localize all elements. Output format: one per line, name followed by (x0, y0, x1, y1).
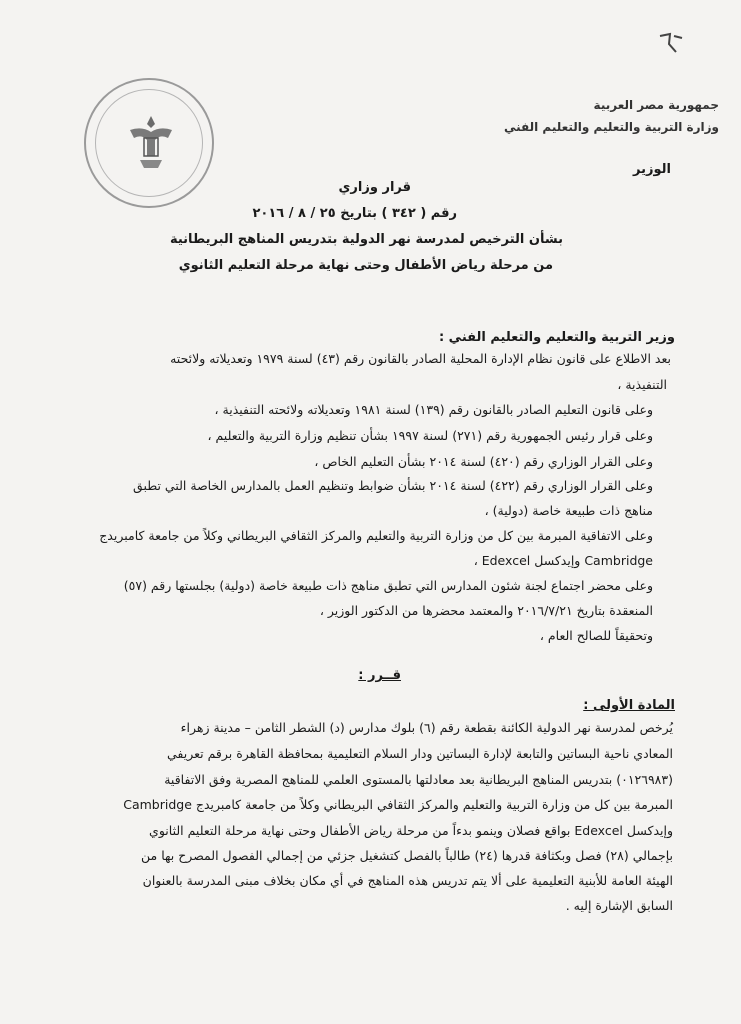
preamble-line: وعلى القرار الوزاري رقم (٤٢٠) لسنة ٢٠١٤ بشأن التعليم الخاص ، (314, 454, 653, 469)
eagle-emblem-icon (122, 112, 180, 174)
preamble-line: Cambridge وإيدكسل Edexcel ، (473, 553, 653, 568)
article-1-line: (٠١٢٦٩٨٣) بتدريس المناهج البريطانية بعد معادلتها بالمستوى العلمي للمناهج المصرية وفق الاتفاقية (164, 772, 673, 787)
preamble-line: بعد الاطلاع على قانون نظام الإدارة المحلية الصادر بالقانون رقم (٤٣) لسنة ١٩٧٩ وتعديلاته ولائحته (170, 351, 671, 366)
office-title: الوزير (633, 162, 671, 177)
article-1-line: وإيدكسل Edexcel بواقع فصلان وينمو بدءاً من مرحلة رياض الأطفال وحتى نهاية مرحلة التعليم الثانوي (149, 823, 673, 838)
article-1-line: بإجمالي (٢٨) فصل وبكثافة قدرها (٢٤) طالباً بالفصل كتشغيل جزئي من إجمالي الفصول المصرح بها من (141, 848, 673, 863)
article-1-line: الهيئة العامة للأبنية التعليمية على ألا يتم تدريس هذه المناهج في أي مكان بخلاف مبنى المدرسة بالعنوان (142, 873, 673, 888)
preamble-line: وعلى محضر اجتماع لجنة شئون المدارس التي تطبق مناهج ذات طبيعة خاصة (دولية) بجلستها رقم (٥٧) (123, 578, 653, 593)
preamble-line: وعلى الاتفاقية المبرمة بين كل من وزارة التربية والتعليم والمركز الثقافي البريطاني وكلاً من جامعة كامبريدج (99, 528, 653, 543)
decree-title: قرار وزاري (338, 180, 411, 195)
ministry-name-line2: وزارة التربية والتعليم والتعليم الفني (503, 120, 719, 134)
ministry-name-line1: جمهورية مصر العربية (593, 98, 719, 112)
preamble-line: وعلى القرار الوزاري رقم (٤٢٢) لسنة ٢٠١٤ بشأن ضوابط وتنظيم العمل بالمدارس الخاصة التي تطبق (133, 478, 653, 493)
decree-number: رقم ( ٣٤٢ ) بتاريخ ٢٥ / ٨ / ٢٠١٦ (252, 206, 457, 221)
preamble-line: وعلى قرار رئيس الجمهورية رقم (٢٧١) لسنة ١٩٩٧ بشأن تنظيم وزارة التربية والتعليم ، (207, 428, 653, 443)
preamble-heading: وزير التربية والتعليم والتعليم الفني : (438, 330, 675, 345)
ministry-emblem-icon (656, 30, 686, 56)
preamble-line: وعلى قانون التعليم الصادر بالقانون رقم (١٣٩) لسنة ١٩٨١ وتعديلاته ولائحته التنفيذية ، (214, 402, 653, 417)
official-seal (84, 78, 214, 208)
article-1-line: المبرمة بين كل من وزارة التربية والتعليم والمركز الثقافي البريطاني وكلاً من جامعة كامبريدج Cambridge (123, 797, 673, 812)
decides-heading: قــرر : (358, 668, 401, 683)
article-1-line: السابق الإشارة إليه . (565, 898, 673, 913)
decree-subject-line1: بشأن الترخيص لمدرسة نهر الدولية بتدريس المناهج البريطانية (169, 232, 563, 247)
article-1-line: يُرخص لمدرسة نهر الدولية الكائنة بقطعة رقم (٦) بلوك مدارس (د) الشطر الثامن – مدينة زهراء (180, 720, 673, 735)
preamble-line: وتحقيقاً للصالح العام ، (539, 628, 653, 643)
preamble-line: مناهج ذات طبيعة خاصة (دولية) ، (484, 503, 653, 518)
preamble-line: المنعقدة بتاريخ ٢٠١٦/٧/٢١ والمعتمد محضرها من الدكتور الوزير ، (319, 603, 653, 618)
decree-subject-line2: من مرحلة رياض الأطفال وحتى نهاية مرحلة التعليم الثانوي (178, 258, 553, 273)
article-1-line: المعادي ناحية البساتين والتابعة لإدارة البساتين ودار السلام التعليمية بمحافظة القاهرة برقم تعريفي (167, 746, 673, 761)
preamble-line: التنفيذية ، (617, 377, 667, 392)
article-1-heading: المادة الأولى : (583, 698, 675, 713)
